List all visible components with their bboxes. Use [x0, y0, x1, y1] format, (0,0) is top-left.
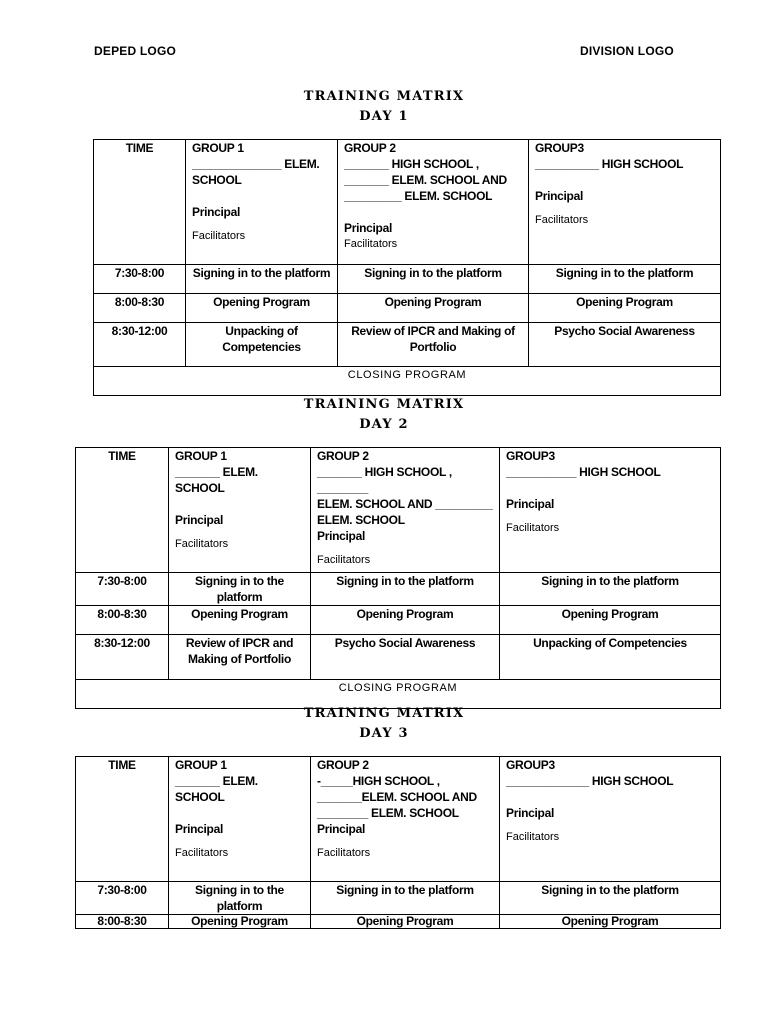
time-cell: 8:00-8:30	[94, 294, 186, 323]
group1-cell: Signing in to the platform	[169, 573, 311, 606]
table-row	[76, 882, 721, 915]
group1-header: GROUP 1 _______ ELEM. SCHOOL Principal Facilitators	[169, 757, 311, 882]
time-cell: 7:30-8:00	[76, 882, 169, 915]
group3-header: GROUP3 _____________ HIGH SCHOOL Principal Facilitators	[500, 757, 721, 882]
table-header-row	[76, 757, 721, 882]
group2-header: GROUP 2 -_____HIGH SCHOOL , _______ELEM. SCHOOL AND ________ ELEM. SCHOOL Principal Facilitators	[311, 757, 500, 882]
group2-cell: Signing in to the platform	[311, 573, 500, 606]
group3-cell: Signing in to the platform	[500, 882, 721, 915]
table-header-row	[94, 140, 721, 265]
time-cell: 8:00-8:30	[76, 606, 169, 635]
day2-label: DAY 2	[359, 417, 409, 432]
group2-cell: Opening Program	[338, 294, 529, 323]
group1-cell: Opening Program	[186, 294, 338, 323]
group2-cell: Review of IPCR and Making of Portfolio	[338, 323, 529, 367]
group1-cell: Review of IPCR and Making of Portfolio	[169, 635, 311, 680]
day3-title: TRAINING MATRIX	[303, 706, 465, 721]
group2-header: GROUP 2 _______ HIGH SCHOOL , ________ ELEM. SCHOOL AND _________ ELEM. SCHOOL Principal Facilitators	[311, 448, 500, 573]
group1-cell: Signing in to the platform	[186, 265, 338, 294]
day3-label: DAY 3	[359, 726, 409, 741]
group3-cell: Unpacking of Competencies	[500, 635, 721, 680]
table-row	[94, 294, 721, 323]
time-cell: 8:00-8:30	[76, 915, 169, 929]
group2-cell: Psycho Social Awareness	[311, 635, 500, 680]
time-cell: 7:30-8:00	[94, 265, 186, 294]
day3-table	[75, 756, 721, 929]
table-row	[76, 915, 721, 929]
group3-cell: Opening Program	[500, 915, 721, 929]
day3-title-block	[0, 704, 768, 744]
day2-title: TRAINING MATRIX	[303, 397, 465, 412]
time-header: TIME	[94, 140, 186, 265]
group1-cell: Signing in to the platform	[169, 882, 311, 915]
group1-header: GROUP 1 ______________ ELEM. SCHOOL Principal Facilitators	[186, 140, 338, 265]
table-row	[76, 573, 721, 606]
closing-program: CLOSING PROGRAM	[76, 680, 721, 709]
time-cell: 8:30-12:00	[94, 323, 186, 367]
day1-label: DAY 1	[359, 109, 409, 124]
closing-program: CLOSING PROGRAM	[94, 367, 721, 396]
group3-header: GROUP3 __________ HIGH SCHOOL Principal Facilitators	[529, 140, 721, 265]
group1-header: GROUP 1 _______ ELEM. SCHOOL Principal Facilitators	[169, 448, 311, 573]
group3-header: GROUP3 ___________ HIGH SCHOOL Principal Facilitators	[500, 448, 721, 573]
time-cell: 7:30-8:00	[76, 573, 169, 606]
group2-cell: Signing in to the platform	[311, 882, 500, 915]
day1-table	[93, 139, 721, 396]
table-row	[76, 606, 721, 635]
group1-cell: Opening Program	[169, 915, 311, 929]
day2-table	[75, 447, 721, 709]
closing-row	[94, 367, 721, 396]
group3-cell: Opening Program	[529, 294, 721, 323]
group3-cell: Signing in to the platform	[500, 573, 721, 606]
group2-cell: Signing in to the platform	[338, 265, 529, 294]
group3-cell: Signing in to the platform	[529, 265, 721, 294]
group1-cell: Opening Program	[169, 606, 311, 635]
group3-cell: Psycho Social Awareness	[529, 323, 721, 367]
day1-title: TRAINING MATRIX	[303, 89, 465, 104]
time-header: TIME	[76, 448, 169, 573]
table-header-row	[76, 448, 721, 573]
deped-logo-placeholder: DEPED LOGO	[94, 44, 177, 58]
table-row	[94, 323, 721, 367]
group1-cell: Unpacking of Competencies	[186, 323, 338, 367]
day2-title-block	[0, 395, 768, 435]
group2-cell: Opening Program	[311, 606, 500, 635]
group2-cell: Opening Program	[311, 915, 500, 929]
table-row	[76, 635, 721, 680]
time-header: TIME	[76, 757, 169, 882]
group2-header: GROUP 2 _______ HIGH SCHOOL , _______ ELEM. SCHOOL AND _________ ELEM. SCHOOL Principal Facilitators	[338, 140, 529, 265]
group3-cell: Opening Program	[500, 606, 721, 635]
time-cell: 8:30-12:00	[76, 635, 169, 680]
division-logo-placeholder: DIVISION LOGO	[580, 44, 674, 58]
day1-title-block	[0, 87, 768, 127]
table-row	[94, 265, 721, 294]
